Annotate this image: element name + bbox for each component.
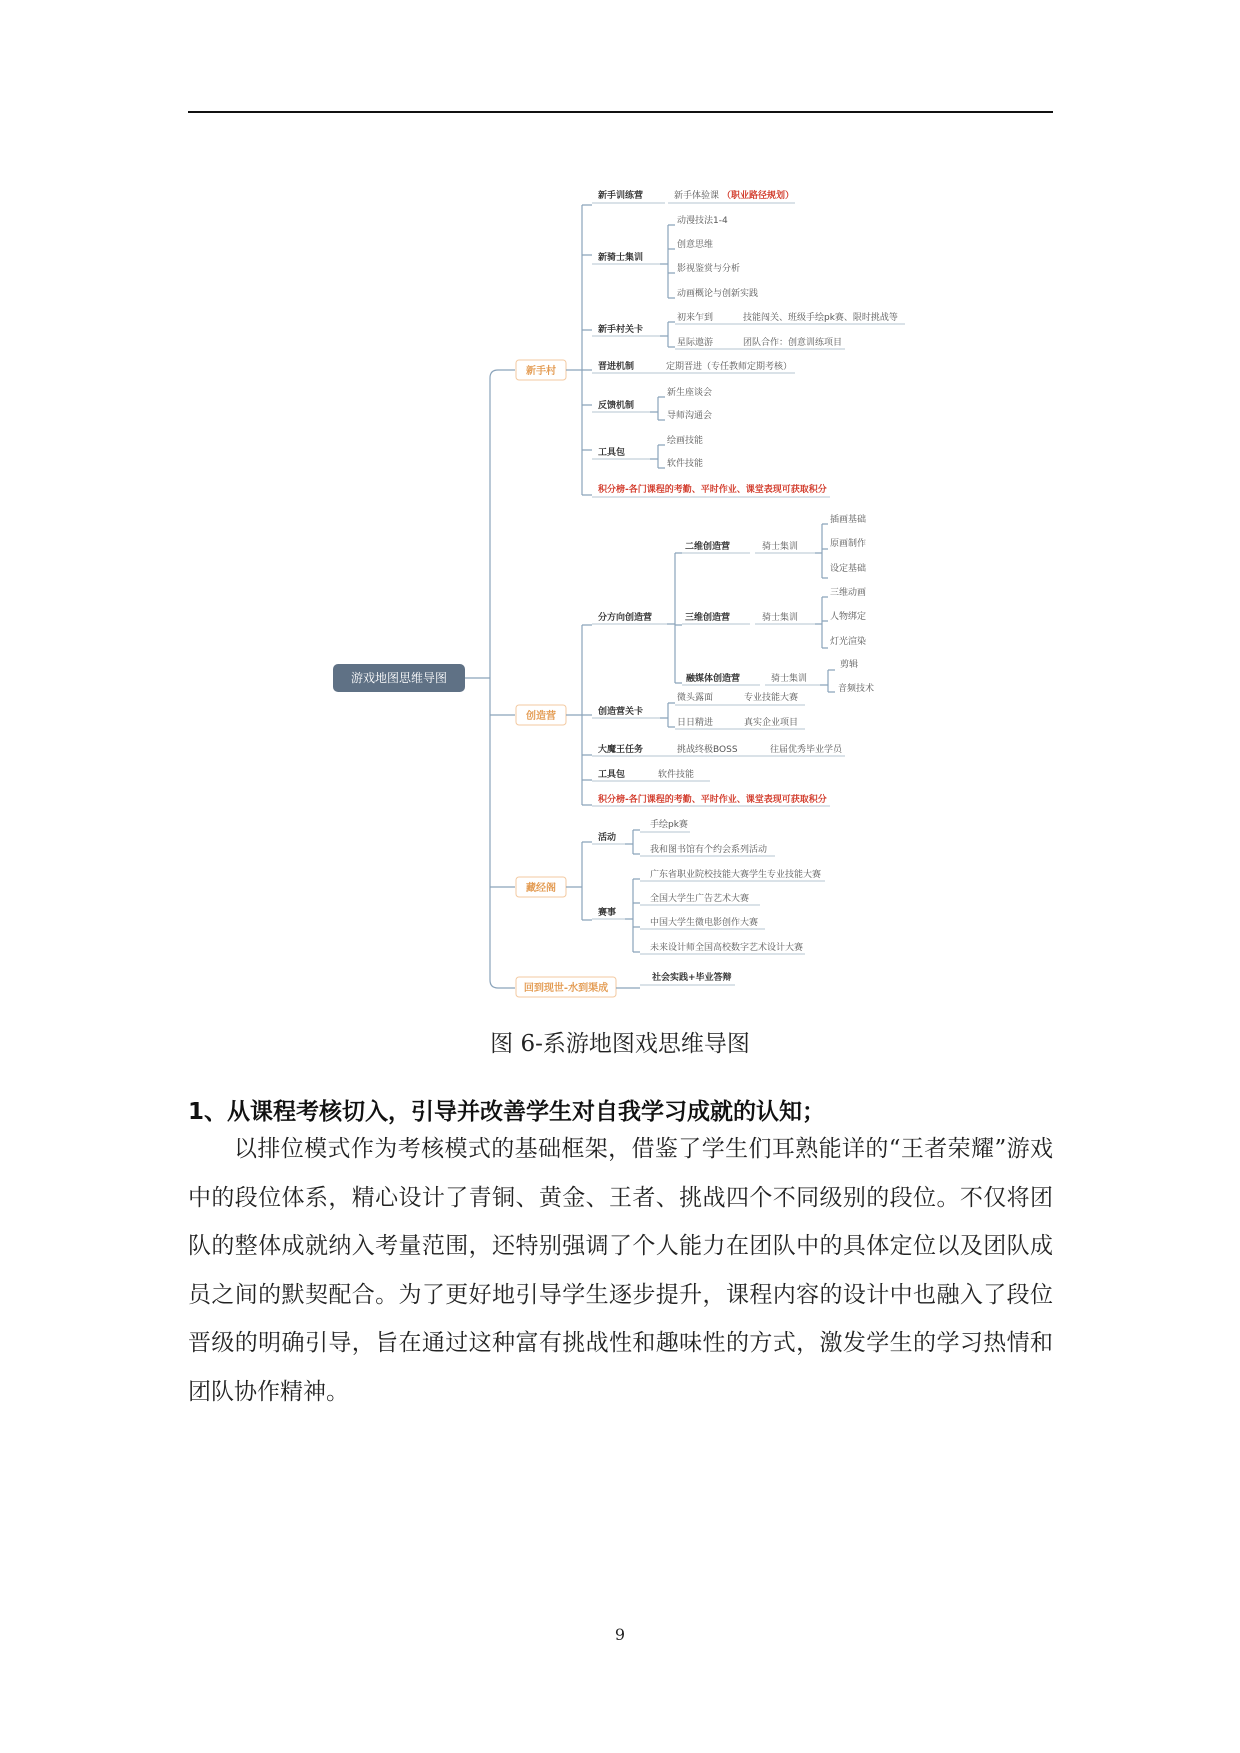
create-3d-item-1: 三维动画 <box>830 588 867 598</box>
create-camp-3d: 三维创造营 <box>685 613 731 623</box>
library-contest-item-4: 未来设计师全国高校数字艺术设计大赛 <box>650 943 804 953</box>
novice-knight-item-1: 动漫技法1-4 <box>677 216 728 226</box>
create-media-item-1: 剪辑 <box>840 660 859 670</box>
novice-level-item-2: 星际遨游 <box>677 338 714 348</box>
create-level-detail-1: 专业技能大赛 <box>744 693 799 703</box>
library-contest-item-3: 中国大学生微电影创作大赛 <box>650 918 759 928</box>
create-camp-2d-knight: 骑士集训 <box>762 542 799 552</box>
create-camp-media: 融媒体创造营 <box>686 674 741 684</box>
create-media-item-2: 音频技术 <box>838 684 875 694</box>
create-3d-item-2: 人物绑定 <box>830 612 867 622</box>
create-3d-item-3: 灯光渲染 <box>830 637 867 647</box>
novice-knight: 新骑士集训 <box>598 253 644 263</box>
novice-level-item-1: 初来乍到 <box>677 313 714 323</box>
create-tools: 工具包 <box>598 770 626 780</box>
root-connector <box>465 370 515 988</box>
figure-caption: 图 6-系游地图戏思维导图 <box>490 1031 750 1057</box>
library-activity: 活动 <box>598 833 617 843</box>
novice-advance-item: 定期晋进（专任教师定期考核） <box>666 362 793 372</box>
create-boss-detail: 往届优秀毕业学员 <box>770 745 843 755</box>
branch-return-label: 回到现世-水到渠成 <box>523 983 609 994</box>
novice-knight-item-2: 创意思维 <box>677 240 714 250</box>
novice-advance: 晋进机制 <box>598 362 635 372</box>
library-contest-item-1: 广东省职业院校技能大赛学生专业技能大赛 <box>650 870 822 880</box>
novice-tools-item-1: 绘画技能 <box>667 436 704 446</box>
novice-camp-item: 新手体验课 <box>674 191 720 201</box>
root-node-label: 游戏地图思维导图 <box>350 671 448 685</box>
novice-camp-item-red: （职业路径规划） <box>722 191 795 201</box>
library-activity-item-2: 我和图书馆有个约会系列活动 <box>650 845 768 855</box>
library-contest-item-2: 全国大学生广告艺术大赛 <box>650 894 750 904</box>
create-tools-item: 软件技能 <box>658 770 695 780</box>
library-activity-item-1: 手绘pk赛 <box>650 820 688 830</box>
create-camp-media-knight: 骑士集训 <box>771 674 808 684</box>
page-number: 9 <box>614 1625 626 1644</box>
library-contest: 赛事 <box>598 908 617 918</box>
create-level-detail-2: 真实企业项目 <box>744 718 799 728</box>
novice-points: 积分榜-各门课程的考勤、平时作业、课堂表现可获取积分 <box>598 485 827 495</box>
create-direction: 分方向创造营 <box>598 613 653 623</box>
branch-novice-label: 新手村 <box>526 366 556 377</box>
create-level: 创造营关卡 <box>598 707 644 717</box>
novice-knight-item-3: 影视鉴赏与分析 <box>677 264 741 274</box>
novice-connector <box>566 205 592 495</box>
novice-tools-item-2: 软件技能 <box>667 459 704 469</box>
novice-feedback-item-1: 新生座谈会 <box>667 388 713 398</box>
create-level-item-2: 日日精进 <box>677 718 714 728</box>
novice-feedback-item-2: 导师沟通会 <box>667 411 713 421</box>
create-2d-item-2: 原画制作 <box>830 539 867 549</box>
novice-level-detail-1: 技能闯关、班级手绘pk赛、限时挑战等 <box>743 313 898 323</box>
return-item: 社会实践+毕业答辩 <box>652 973 732 983</box>
create-camp-2d: 二维创造营 <box>685 542 731 552</box>
create-level-item-1: 微头露面 <box>677 693 714 703</box>
create-2d-item-3: 设定基础 <box>830 564 867 574</box>
library-connector <box>566 842 592 920</box>
branch-library-label: 藏经阁 <box>526 883 556 894</box>
body-paragraph: 以排位模式作为考核模式的基础框架，借鉴了学生们耳熟能详的“王者荣耀”游戏中的段位体系，精心设计了青铜、黄金、王者、挑战四个不同级别的段位。不仅将团队的整体成就纳入考量范围，还特别强调了个人能力在团队中的具体定位以及团队成员之间的默契配合。为了更好地引导学生逐步提升，课程内容的设计中也融入了段位晋级的明确引导，旨在通过这种富有挑战性和趣味性的方式，激发学生的学习热情和团队协作精神。 <box>188 1136 1053 1405</box>
novice-level-detail-2: 团队合作：创意训练项目 <box>743 338 843 348</box>
create-camp-3d-knight: 骑士集训 <box>762 613 799 623</box>
create-boss: 大魔王任务 <box>598 745 644 755</box>
novice-tools: 工具包 <box>598 448 626 458</box>
create-points: 积分榜-各门课程的考勤、平时作业、课堂表现可获取积分 <box>598 795 827 805</box>
create-boss-item: 挑战终极BOSS <box>677 745 738 755</box>
novice-feedback: 反馈机制 <box>598 401 635 411</box>
novice-knight-item-4: 动画概论与创新实践 <box>677 289 759 299</box>
create-2d-item-1: 插画基础 <box>830 515 867 525</box>
create-connector <box>566 625 592 805</box>
novice-camp: 新手训练营 <box>598 191 644 201</box>
novice-level: 新手村关卡 <box>598 325 644 335</box>
section-heading: 1、从课程考核切入，引导并改善学生对自我学习成就的认知； <box>188 1099 826 1125</box>
branch-create-label: 创造营 <box>526 711 556 722</box>
